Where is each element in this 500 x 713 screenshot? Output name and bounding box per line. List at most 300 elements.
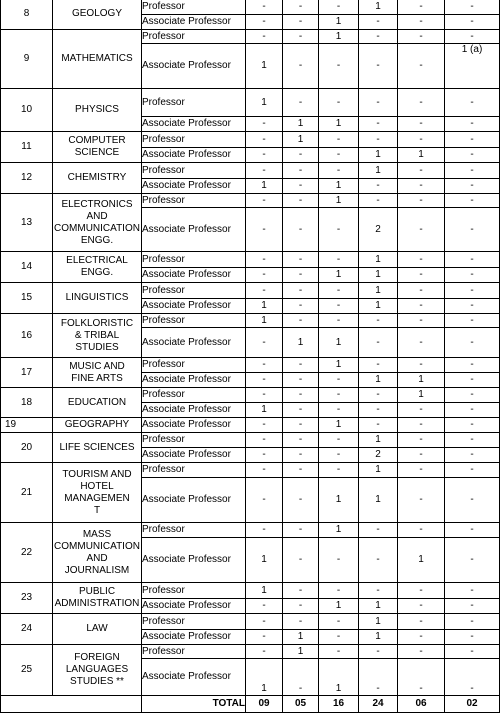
table-row — [1, 614, 500, 630]
table-row — [1, 283, 500, 299]
value-cell: - — [445, 630, 500, 645]
value-cell: - — [246, 599, 283, 614]
total-value-cell: 09 — [246, 696, 283, 713]
value-cell: - — [246, 117, 283, 132]
value-cell: 1 — [319, 599, 359, 614]
value-cell: - — [283, 659, 319, 696]
serial-number-cell: 22 — [1, 523, 53, 583]
value-cell: - — [398, 30, 445, 44]
department-name-line: TOURISM AND — [62, 468, 132, 480]
value-cell: - — [359, 523, 398, 538]
total-value-cell: 24 — [359, 696, 398, 713]
department-cell — [53, 463, 142, 523]
serial-number-cell: 25 — [1, 645, 53, 696]
value-cell: - — [283, 163, 319, 179]
department-name-line: STUDIES ** — [70, 676, 124, 687]
value-cell: - — [398, 252, 445, 268]
value-cell: - — [398, 44, 445, 89]
serial-number-cell: 8 — [1, 0, 53, 30]
value-cell: 1 — [319, 179, 359, 194]
value-cell: - — [246, 252, 283, 268]
value-cell: - — [246, 283, 283, 299]
value-cell: - — [445, 299, 500, 314]
department-name-line: MASS — [82, 528, 112, 540]
rank-cell: Professor — [142, 614, 246, 630]
department-name-line: FOLKLORISTIC — [60, 317, 134, 329]
department-cell — [53, 163, 142, 194]
rank-cell: Professor — [142, 89, 246, 117]
table-row — [1, 463, 500, 478]
table-row — [1, 30, 500, 44]
rank-cell: Professor — [142, 433, 246, 448]
value-cell: - — [283, 538, 319, 583]
value-cell: - — [283, 418, 319, 433]
value-cell: - — [319, 538, 359, 583]
value-cell: - — [398, 89, 445, 117]
value-cell: - — [445, 599, 500, 614]
department-name-line: PHYSICS — [75, 104, 119, 115]
serial-number-cell: 24 — [1, 614, 53, 645]
value-cell: - — [246, 645, 283, 659]
value-cell: - — [359, 132, 398, 148]
value-cell: - — [445, 30, 500, 44]
table-row — [1, 194, 500, 208]
value-cell: - — [246, 523, 283, 538]
value-cell: - — [445, 163, 500, 179]
value-cell: - — [359, 117, 398, 132]
value-cell: - — [359, 538, 398, 583]
table-row — [1, 645, 500, 659]
department-name-line: COMMUNICATION — [54, 222, 140, 234]
value-cell: 1 — [283, 328, 319, 358]
rank-cell: Professor — [142, 0, 246, 15]
value-cell: - — [319, 388, 359, 403]
value-cell: - — [445, 659, 500, 696]
value-cell: 1 — [359, 463, 398, 478]
department-cell — [53, 614, 142, 645]
value-cell: - — [398, 599, 445, 614]
value-cell: 1 — [359, 252, 398, 268]
value-cell: - — [283, 0, 319, 15]
table-row — [1, 252, 500, 268]
value-cell: - — [398, 163, 445, 179]
value-cell: - — [246, 208, 283, 252]
value-cell: 1 — [359, 283, 398, 299]
value-cell: 1 — [246, 659, 283, 696]
department-cell — [53, 194, 142, 252]
value-cell: 1 — [398, 388, 445, 403]
value-cell: - — [319, 373, 359, 388]
department-name-line: FOREIGN — [74, 652, 120, 663]
value-cell: - — [398, 132, 445, 148]
value-cell: - — [246, 373, 283, 388]
total-value-cell: 02 — [445, 696, 500, 713]
value-cell: - — [319, 44, 359, 89]
table-row — [1, 418, 500, 433]
rank-cell: Professor — [142, 583, 246, 599]
value-cell: 1 — [319, 659, 359, 696]
value-cell: 1 — [398, 373, 445, 388]
value-cell: - — [398, 583, 445, 599]
rank-cell: Professor — [142, 645, 246, 659]
serial-number-cell: 14 — [1, 252, 53, 283]
department-name-line: LINGUISTICS — [65, 292, 129, 303]
value-cell: - — [283, 403, 319, 418]
value-cell: - — [359, 194, 398, 208]
value-cell: - — [283, 194, 319, 208]
department-cell — [53, 388, 142, 418]
value-cell: - — [445, 117, 500, 132]
value-cell: - — [283, 299, 319, 314]
serial-number-cell: 13 — [1, 194, 53, 252]
department-cell — [53, 314, 142, 358]
value-cell: - — [246, 132, 283, 148]
value-cell: - — [246, 194, 283, 208]
department-name-line: GEOLOGY — [71, 8, 122, 19]
value-cell: - — [398, 208, 445, 252]
table-row — [1, 358, 500, 373]
department-name-line: COMMUNICATION — [54, 540, 140, 552]
table-row — [1, 314, 500, 328]
table-row — [1, 433, 500, 448]
department-cell — [53, 583, 142, 614]
rank-cell: Professor — [142, 283, 246, 299]
value-cell: - — [283, 388, 319, 403]
rank-cell: Associate Professor — [142, 418, 246, 433]
rank-cell: Associate Professor — [142, 373, 246, 388]
serial-number-cell: 15 — [1, 283, 53, 314]
serial-number-cell: 20 — [1, 433, 53, 463]
department-name-line: LAW — [86, 623, 108, 634]
value-cell: - — [319, 463, 359, 478]
value-cell: - — [398, 463, 445, 478]
table-row — [1, 89, 500, 117]
value-cell: - — [398, 358, 445, 373]
value-cell: - — [319, 630, 359, 645]
value-cell: - — [246, 0, 283, 15]
value-cell: - — [445, 283, 500, 299]
value-cell: - — [398, 314, 445, 328]
serial-number-cell: 11 — [1, 132, 53, 163]
value-cell: 1 — [319, 30, 359, 44]
table-row — [1, 523, 500, 538]
value-cell: - — [445, 645, 500, 659]
value-cell: - — [445, 418, 500, 433]
value-cell: - — [398, 283, 445, 299]
rank-cell: Professor — [142, 132, 246, 148]
value-cell: - — [398, 478, 445, 523]
value-cell: 1 — [319, 117, 359, 132]
department-cell — [53, 252, 142, 283]
value-cell: - — [319, 433, 359, 448]
table-row — [1, 163, 500, 179]
total-value-cell: 16 — [319, 696, 359, 713]
department-name-line: LIFE SCIENCES — [59, 441, 135, 453]
value-cell: 1 — [246, 89, 283, 117]
rank-cell: Associate Professor — [142, 208, 246, 252]
rank-cell: Associate Professor — [142, 328, 246, 358]
value-cell: - — [283, 89, 319, 117]
value-cell: - — [445, 523, 500, 538]
value-cell: - — [283, 358, 319, 373]
value-cell: 1 — [283, 132, 319, 148]
value-cell: 1 — [319, 523, 359, 538]
value-cell: - — [319, 163, 359, 179]
department-name-line: COMPUTER — [68, 135, 126, 146]
serial-number-cell: 17 — [1, 358, 53, 388]
serial-number-cell: 12 — [1, 163, 53, 194]
value-cell: - — [319, 645, 359, 659]
rank-cell: Associate Professor — [142, 448, 246, 463]
value-cell: - — [319, 299, 359, 314]
value-cell: - — [246, 328, 283, 358]
value-cell: - — [359, 403, 398, 418]
value-cell: - — [283, 283, 319, 299]
value-cell: 1 — [319, 268, 359, 283]
value-cell: - — [398, 523, 445, 538]
value-cell: - — [359, 645, 398, 659]
department-cell — [53, 358, 142, 388]
value-cell: - — [283, 478, 319, 523]
serial-number-cell: 9 — [1, 30, 53, 89]
value-cell: 1 — [359, 630, 398, 645]
rank-cell: Associate Professor — [142, 179, 246, 194]
value-cell: - — [283, 614, 319, 630]
department-name-line: AND — [86, 552, 108, 564]
value-cell: - — [283, 30, 319, 44]
value-cell: 1 — [359, 0, 398, 15]
value-cell: 1 — [359, 614, 398, 630]
value-cell: - — [319, 583, 359, 599]
value-cell: - — [246, 163, 283, 179]
department-name-line: ENGG. — [80, 234, 114, 246]
value-cell: - — [445, 252, 500, 268]
value-cell: - — [359, 30, 398, 44]
department-name-line: ELECTRONICS — [61, 198, 133, 210]
value-cell: - — [283, 583, 319, 599]
value-cell: - — [246, 478, 283, 523]
value-cell: - — [398, 403, 445, 418]
value-cell: - — [445, 328, 500, 358]
value-cell: - — [445, 433, 500, 448]
value-cell: - — [359, 314, 398, 328]
value-cell: - — [398, 328, 445, 358]
value-cell: 1 — [359, 478, 398, 523]
rank-cell: Professor — [142, 163, 246, 179]
value-cell: - — [359, 583, 398, 599]
rank-cell: Associate Professor — [142, 478, 246, 523]
value-cell: - — [283, 44, 319, 89]
department-name-line: MUSIC AND — [69, 360, 125, 372]
value-cell: 1 — [319, 15, 359, 30]
value-cell: - — [283, 463, 319, 478]
department-name-line: T — [93, 504, 101, 516]
value-cell: - — [246, 148, 283, 163]
value-cell: - — [319, 283, 359, 299]
department-name-line: LANGUAGES — [65, 664, 129, 675]
value-cell: - — [246, 30, 283, 44]
department-name-line: MANAGEMEN — [64, 492, 130, 504]
value-cell: - — [246, 614, 283, 630]
value-cell: 1 — [246, 538, 283, 583]
value-cell: - — [246, 15, 283, 30]
rank-cell: Professor — [142, 523, 246, 538]
department-name-line: FINE ARTS — [71, 372, 123, 384]
value-cell: - — [445, 132, 500, 148]
value-cell: - — [246, 388, 283, 403]
department-name-line: ADMINISTRATION — [54, 598, 140, 609]
value-cell: - — [445, 583, 500, 599]
value-cell: 1 — [359, 148, 398, 163]
value-cell: - — [445, 388, 500, 403]
department-name-line: STUDIES — [75, 341, 119, 353]
value-cell: - — [398, 15, 445, 30]
table-row — [1, 132, 500, 148]
value-cell: - — [445, 148, 500, 163]
value-cell: - — [359, 358, 398, 373]
value-cell: - — [283, 15, 319, 30]
value-cell: - — [319, 132, 359, 148]
value-cell: - — [246, 463, 283, 478]
rank-cell: Associate Professor — [142, 44, 246, 89]
rank-cell: Professor — [142, 358, 246, 373]
value-cell: 1 — [398, 148, 445, 163]
value-cell: 2 — [359, 448, 398, 463]
table-row — [1, 583, 500, 599]
value-cell: - — [398, 194, 445, 208]
value-cell: - — [398, 433, 445, 448]
rank-cell: Professor — [142, 30, 246, 44]
department-name-line: HOTEL — [80, 480, 114, 492]
value-cell: - — [246, 418, 283, 433]
department-name-line: EDUCATION — [67, 396, 127, 408]
value-cell: - — [246, 433, 283, 448]
value-cell: - — [445, 403, 500, 418]
value-cell: 1 — [246, 299, 283, 314]
value-cell: 1 — [319, 418, 359, 433]
total-row — [1, 696, 500, 713]
rank-cell: Associate Professor — [142, 148, 246, 163]
value-cell: - — [398, 117, 445, 132]
department-cell — [53, 132, 142, 163]
total-label: TOTAL — [142, 696, 246, 713]
department-cell — [53, 523, 142, 583]
department-name-line: ELECTRICAL — [66, 255, 128, 266]
rank-cell: Associate Professor — [142, 630, 246, 645]
value-cell: 1 — [246, 403, 283, 418]
value-cell: - — [283, 252, 319, 268]
value-cell: 1 — [359, 433, 398, 448]
value-cell: - — [398, 418, 445, 433]
value-cell: 1 — [283, 645, 319, 659]
rank-cell: Associate Professor — [142, 403, 246, 418]
value-cell: - — [283, 179, 319, 194]
value-cell: 1 — [319, 328, 359, 358]
value-cell: 1 — [246, 44, 283, 89]
value-cell: - — [319, 148, 359, 163]
rank-cell: Associate Professor — [142, 659, 246, 696]
rank-cell: Professor — [142, 463, 246, 478]
value-cell: 1 — [359, 299, 398, 314]
table-row — [1, 388, 500, 403]
value-cell: - — [319, 448, 359, 463]
value-cell: - — [283, 208, 319, 252]
table-body — [1, 0, 500, 713]
value-cell: - — [319, 208, 359, 252]
value-cell: 1 — [246, 314, 283, 328]
value-cell: - — [246, 630, 283, 645]
value-cell: - — [246, 268, 283, 283]
value-cell: - — [359, 15, 398, 30]
department-cell — [53, 418, 142, 433]
value-cell: - — [445, 314, 500, 328]
value-cell: - — [319, 403, 359, 418]
value-cell: - — [359, 388, 398, 403]
department-name-line: MATHEMATICS — [61, 53, 133, 64]
total-value-cell: 05 — [283, 696, 319, 713]
rank-cell: Professor — [142, 314, 246, 328]
value-cell: 1 — [246, 583, 283, 599]
department-name-line: GEOGRAPHY — [64, 419, 130, 430]
department-cell — [53, 30, 142, 89]
department-name-line: ENGG. — [80, 267, 114, 278]
value-cell: 1 — [283, 117, 319, 132]
value-cell: - — [319, 0, 359, 15]
department-name-line: & TRIBAL — [74, 329, 120, 341]
value-cell: - — [246, 358, 283, 373]
value-cell: 1 — [359, 268, 398, 283]
serial-number-cell: 16 — [1, 314, 53, 358]
value-cell: - — [398, 268, 445, 283]
rank-cell: Associate Professor — [142, 268, 246, 283]
value-cell: - — [319, 314, 359, 328]
serial-number-cell: 21 — [1, 463, 53, 523]
value-cell: - — [445, 89, 500, 117]
value-cell: - — [398, 614, 445, 630]
value-cell: - — [283, 599, 319, 614]
rank-cell: Professor — [142, 388, 246, 403]
department-name-line: AND — [86, 210, 108, 222]
value-cell: 1 — [359, 163, 398, 179]
rank-cell: Associate Professor — [142, 117, 246, 132]
total-value-cell: 06 — [398, 696, 445, 713]
rank-cell: Associate Professor — [142, 15, 246, 30]
serial-number-cell: 23 — [1, 583, 53, 614]
value-cell: - — [445, 0, 500, 15]
value-cell: - — [283, 523, 319, 538]
value-cell: - — [359, 179, 398, 194]
value-cell: - — [398, 0, 445, 15]
serial-number-cell: 10 — [1, 89, 53, 132]
value-cell: - — [359, 328, 398, 358]
rank-cell: Associate Professor — [142, 599, 246, 614]
value-cell: - — [283, 268, 319, 283]
value-cell: - — [398, 659, 445, 696]
value-cell: - — [319, 89, 359, 117]
rank-cell: Associate Professor — [142, 299, 246, 314]
serial-number-cell: 18 — [1, 388, 53, 418]
value-cell: - — [445, 15, 500, 30]
rank-cell: Professor — [142, 194, 246, 208]
rank-cell: Associate Professor — [142, 538, 246, 583]
value-cell: 2 — [359, 208, 398, 252]
value-cell: - — [398, 179, 445, 194]
value-cell: 1 — [319, 358, 359, 373]
value-cell: 1 — [246, 179, 283, 194]
value-cell: - — [283, 433, 319, 448]
value-cell: - — [319, 252, 359, 268]
value-cell: - — [283, 148, 319, 163]
